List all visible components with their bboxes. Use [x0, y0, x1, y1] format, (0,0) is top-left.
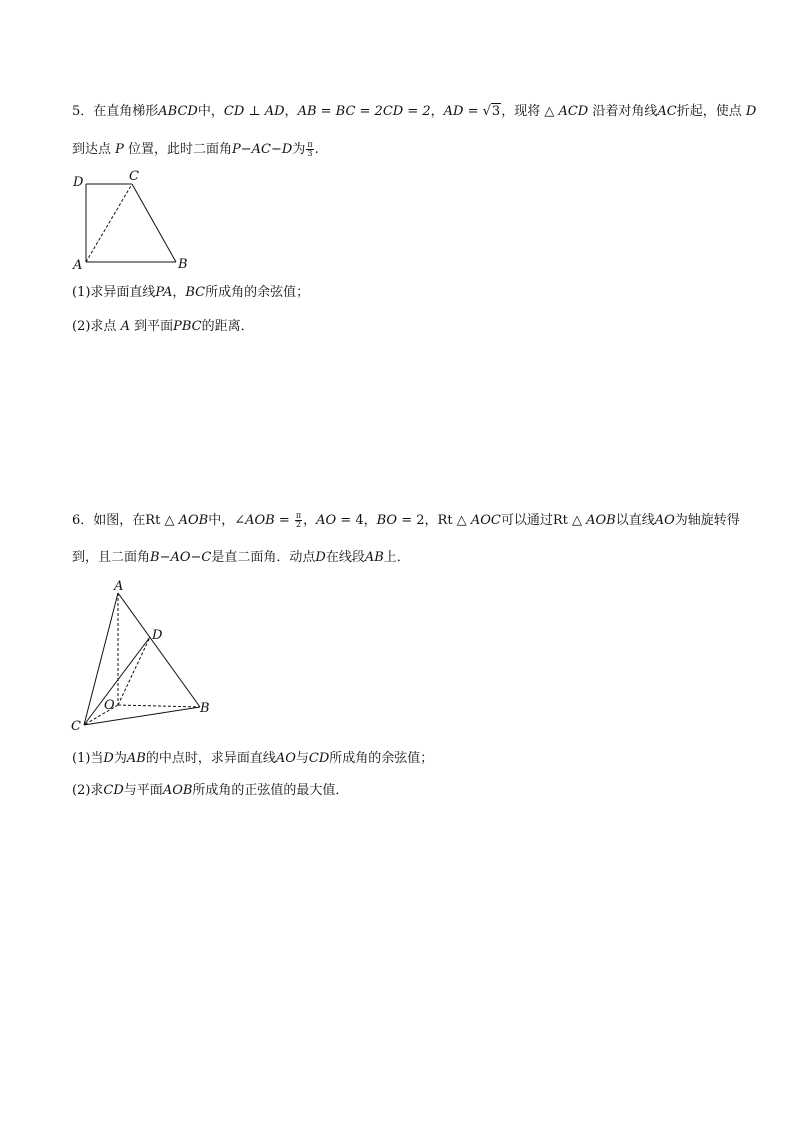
fraction-pi-over-2: $\frac{\pi}{2}$: [295, 511, 302, 529]
label-D: D: [73, 175, 84, 190]
q6-part1: (1)当D为AB的中点时，求异面直线AO与CD所成角的余弦值；: [72, 751, 434, 766]
q6-part2: (2)求CD与平面AOB所成角的正弦值的最大值．: [72, 783, 349, 798]
q5-part2: (2)求点 A 到平面PBC的距离．: [72, 319, 254, 334]
label-A: A: [114, 579, 124, 594]
q6-tetrahedron-figure: [66, 577, 216, 735]
label-B: B: [200, 701, 210, 716]
q5-part1: (1)求异面直线PA，BC所成角的余弦值；: [72, 285, 310, 300]
q5-line1: 5．在直角梯形ABCD中，CD ⊥ AD，AB = BC = 2CD = 2，AD = √3，现将 △ ACD 沿着对角线AC折起，使点 D: [72, 104, 757, 119]
q5-line2: 到达点 P 位置，此时二面角P−AC−D为 $\frac{\pi}{3}$ .: [72, 140, 319, 158]
label-D: D: [152, 628, 163, 643]
label-C: C: [129, 169, 139, 184]
q5-number: 5: [72, 104, 81, 119]
label-C: C: [71, 719, 81, 734]
q6-line2: 到，且二面角B−AO−C是直二面角．动点D在线段AB上．: [72, 550, 410, 565]
label-B: B: [178, 257, 188, 272]
sqrt-symbol: √3: [482, 104, 501, 119]
q6-line1: 6．如图，在Rt △ AOB中，∠AOB = $\frac{\pi}{2}$ ，AO = 4，BO = 2，Rt △ AOC可以通过Rt △ AOB以直线AO为轴旋转得: [72, 511, 740, 529]
q5-trapezoid-figure: [70, 168, 200, 274]
q6-number: 6: [72, 513, 81, 528]
fraction-pi-over-3: $\frac{\pi}{3}$: [307, 140, 313, 158]
label-O: O: [104, 698, 115, 713]
label-A: A: [73, 258, 83, 273]
